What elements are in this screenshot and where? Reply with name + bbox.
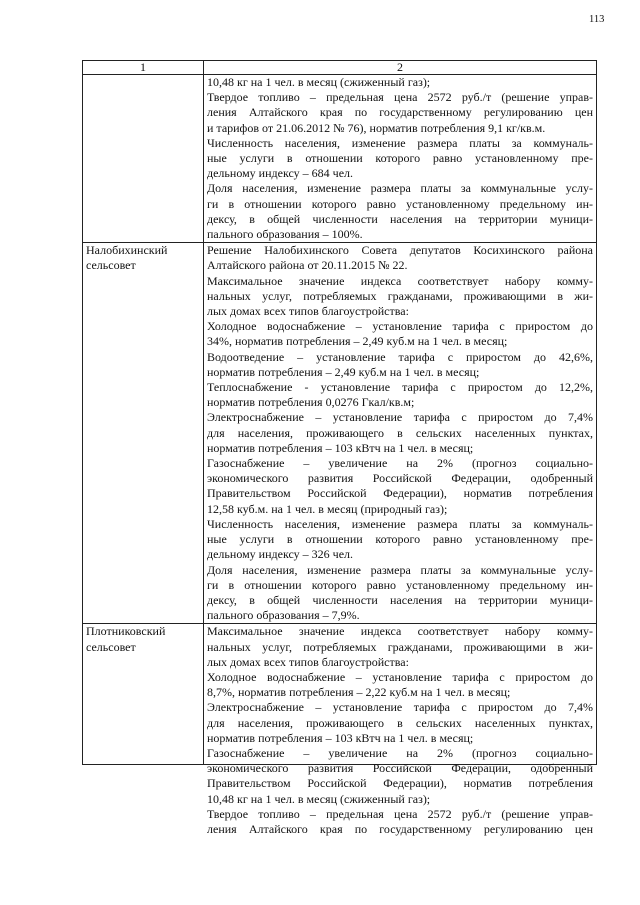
text-line: ления Алтайского края по государственному регулированию цен	[207, 821, 593, 836]
text-line: Электроснабжение – установление тарифа с приростом до 7,4%	[207, 410, 593, 425]
municipality-name-cell	[83, 624, 204, 765]
table-row	[83, 243, 597, 624]
text-line: Газоснабжение – увеличение на 2% (прогноз социально-	[207, 745, 593, 760]
text-line: ные услуги в отношении которого равно установленному пре-	[207, 151, 593, 166]
description-cell	[204, 243, 597, 624]
text-line: для населения, проживающего в сельских населенных пунктах,	[207, 715, 593, 730]
text-line: дексу, в общей численности населения на территории муници-	[207, 211, 593, 226]
municipality-name-line: сельсовет	[86, 639, 136, 654]
text-line: 12,58 куб.м. на 1 чел. в месяц (природный газ);	[207, 501, 448, 516]
table-row	[83, 75, 597, 243]
column-header-2: 2	[204, 61, 597, 75]
text-line: Твердое топливо – предельная цена 2572 руб./т (решение управ-	[207, 806, 593, 821]
text-line: 8,7%, норматив потребления – 2,22 куб.м на 1 чел. в месяц;	[207, 685, 511, 700]
text-line: норматив потребления 0,0276 Гкал/кв.м;	[207, 395, 415, 410]
text-line: нальных услуг, потребляемых гражданами, проживающими в жи-	[207, 288, 593, 303]
text-line: дельному индексу – 326 чел.	[207, 547, 354, 562]
text-line: Правительством Российской Федерации), норматив потребления	[207, 776, 593, 791]
text-line: Теплоснабжение - установление тарифа с приростом до 12,2%,	[207, 380, 593, 395]
text-line: для населения, проживающего в сельских населенных пунктах,	[207, 425, 593, 440]
text-line: экономического развития Российской Федерации, одобренный	[207, 761, 593, 776]
description-cell-clip	[207, 624, 593, 836]
text-line: нальных услуг, потребляемых гражданами, проживающими в жи-	[207, 639, 593, 654]
text-line: пального образования – 7,9%.	[207, 608, 360, 623]
text-line: Правительством Российской Федерации), норматив потребления	[207, 486, 593, 501]
page-number: 113	[589, 14, 605, 25]
text-line: Доля населения, изменение размера платы за коммунальные услу-	[207, 562, 593, 577]
text-line: Холодное водоснабжение – установление тарифа с приростом до	[207, 669, 593, 684]
column-header-1: 1	[83, 61, 204, 75]
municipality-name-cell	[83, 75, 204, 243]
text-line: Максимальное значение индекса соответствует набору комму-	[207, 624, 593, 639]
municipality-name-line: Плотниковский	[86, 624, 166, 639]
municipality-name-line: сельсовет	[86, 258, 136, 273]
document-table	[82, 60, 597, 836]
text-line: 10,48 кг на 1 чел. в месяц (сжиженный газ);	[207, 75, 431, 89]
text-line: лых домах всех типов благоустройства:	[207, 304, 409, 319]
text-line: дельному индексу – 684 чел.	[207, 166, 354, 181]
text-line: норматив потребления – 103 кВтч на 1 чел. в месяц;	[207, 440, 474, 455]
table-header-row	[83, 61, 597, 75]
text-line: норматив потребления – 2,49 куб.м на 1 чел. в месяц;	[207, 364, 480, 379]
text-line: Численность населения, изменение размера платы за коммуналь-	[207, 135, 593, 150]
text-line: Электроснабжение – установление тарифа с приростом до 7,4%	[207, 700, 593, 715]
text-line: Доля населения, изменение размера платы за коммунальные услу-	[207, 181, 593, 196]
text-line: ги в отношении которого равно установленному предельному ин-	[207, 577, 593, 592]
text-line: лых домах всех типов благоустройства:	[207, 654, 409, 669]
text-line: Максимальное значение индекса соответствует набору комму-	[207, 273, 593, 288]
table-row	[83, 624, 597, 765]
text-line: Алтайского района от 20.11.2015 № 22.	[207, 258, 408, 273]
text-line: ги в отношении которого равно установленному предельному ин-	[207, 196, 593, 211]
description-cell	[204, 75, 597, 243]
text-line: и тарифов от 21.06.2012 № 76), норматив потребления 9,1 кг/кв.м.	[207, 120, 546, 135]
text-line: Водоотведение – установление тарифа с приростом до 42,6%,	[207, 349, 593, 364]
text-line: дексу, в общей численности населения на территории муници-	[207, 592, 593, 607]
text-line: ные услуги в отношении которого равно установленному пре-	[207, 532, 593, 547]
text-line: пального образования – 100%.	[207, 227, 363, 242]
text-line: 34%, норматив потребления – 2,49 куб.м на 1 чел. в месяц;	[207, 334, 508, 349]
text-line: экономического развития Российской Федерации, одобренный	[207, 471, 593, 486]
municipality-name-line: Налобихинский	[86, 243, 168, 258]
text-line: Холодное водоснабжение – установление тарифа с приростом до	[207, 319, 593, 334]
municipality-name-cell	[83, 243, 204, 624]
text-line: Решение Налобихинского Совета депутатов Косихинского района	[207, 243, 593, 258]
text-line: ления Алтайского края по государственному регулированию цен	[207, 105, 593, 120]
text-line: 10,48 кг на 1 чел. в месяц (сжиженный газ);	[207, 791, 431, 806]
text-line: Численность населения, изменение размера платы за коммуналь-	[207, 516, 593, 531]
text-line: Газоснабжение – увеличение на 2% (прогноз социально-	[207, 456, 593, 471]
text-line: Твердое топливо – предельная цена 2572 руб./т (решение управ-	[207, 90, 593, 105]
text-line: норматив потребления – 103 кВтч на 1 чел. в месяц;	[207, 730, 474, 745]
description-cell	[204, 624, 597, 836]
